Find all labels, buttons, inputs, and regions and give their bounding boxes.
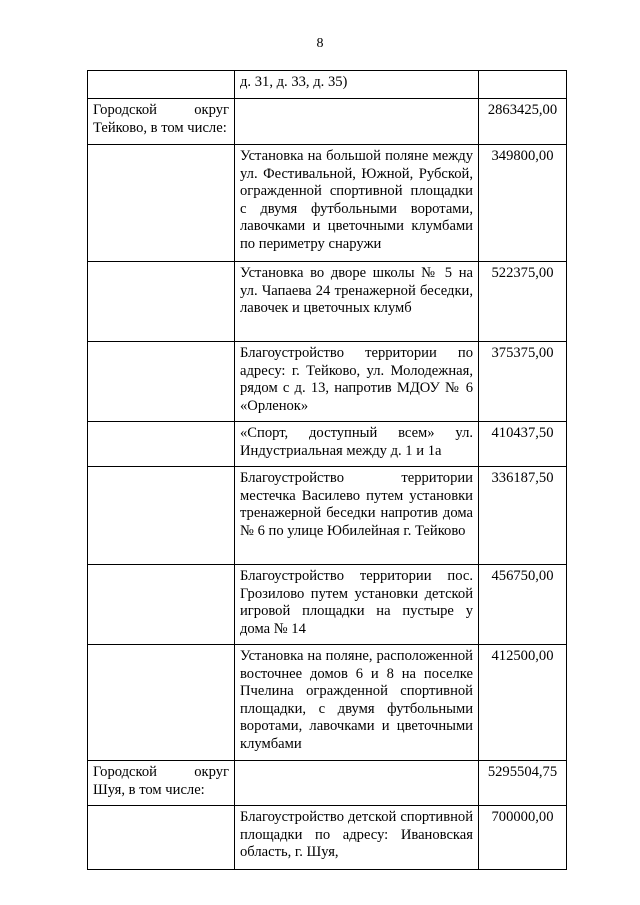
area-cell (88, 467, 235, 565)
area-cell (88, 71, 235, 99)
table-row (88, 761, 567, 806)
amount-cell: 700000,00 (479, 806, 567, 870)
area-cell: Городской округ Шуя, в том числе: (88, 761, 235, 806)
table-row (88, 645, 567, 761)
table-row (88, 806, 567, 870)
table-row (88, 565, 567, 645)
description-cell: д. 31, д. 33, д. 35) (235, 71, 479, 99)
area-cell (88, 342, 235, 422)
amount-cell: 412500,00 (479, 645, 567, 761)
area-cell (88, 645, 235, 761)
area-cell (88, 806, 235, 870)
area-cell: Городской округ Тейково, в том числе: (88, 99, 235, 145)
description-cell: Благоустройство детской спортивной площадки по адресу: Ивановская область, г. Шуя, (235, 806, 479, 870)
amount-cell: 349800,00 (479, 145, 567, 262)
page-number: 8 (316, 36, 324, 51)
description-cell: «Спорт, доступный всем» ул. Индустриальная между д. 1 и 1а (235, 422, 479, 467)
budget-table (87, 70, 567, 870)
amount-cell: 375375,00 (479, 342, 567, 422)
description-cell (235, 99, 479, 145)
description-cell: Благоустройство территории по адресу: г. Тейково, ул. Молодежная, рядом с д. 13, напротив МДОУ № 6 «Орленок» (235, 342, 479, 422)
description-cell: Благоустройство территории местечка Василево путем установки тренажерной беседки напротив дома № 6 по улице Юбилейная г. Тейково (235, 467, 479, 565)
amount-cell: 522375,00 (479, 262, 567, 342)
description-cell: Установка на поляне, расположенной восточнее домов 6 и 8 на поселке Пчелина огражденной спортивной площадки, с двумя футбольными воротами, лавочками и цветочными клумбами (235, 645, 479, 761)
table-row (88, 262, 567, 342)
area-cell (88, 262, 235, 342)
amount-cell: 5295504,75 (479, 761, 567, 806)
area-cell (88, 145, 235, 262)
area-cell (88, 565, 235, 645)
description-cell: Установка на большой поляне между ул. Фестивальной, Южной, Рубской, огражденной спортивной площадки с двумя футбольными воротами, лавочками и цветочными клумбами по периметру снаружи (235, 145, 479, 262)
amount-cell: 456750,00 (479, 565, 567, 645)
area-cell (88, 422, 235, 467)
description-cell: Благоустройство территории пос. Грозилово путем установки детской игровой площадки на пустыре у дома № 14 (235, 565, 479, 645)
amount-cell (479, 71, 567, 99)
table-row (88, 71, 567, 99)
amount-cell: 410437,50 (479, 422, 567, 467)
amount-cell: 2863425,00 (479, 99, 567, 145)
amount-cell: 336187,50 (479, 467, 567, 565)
description-cell (235, 761, 479, 806)
table-row (88, 145, 567, 262)
table-row (88, 422, 567, 467)
description-cell: Установка во дворе школы № 5 на ул. Чапаева 24 тренажерной беседки, лавочек и цветочных клумб (235, 262, 479, 342)
table-row (88, 99, 567, 145)
table-row (88, 467, 567, 565)
table-row (88, 342, 567, 422)
